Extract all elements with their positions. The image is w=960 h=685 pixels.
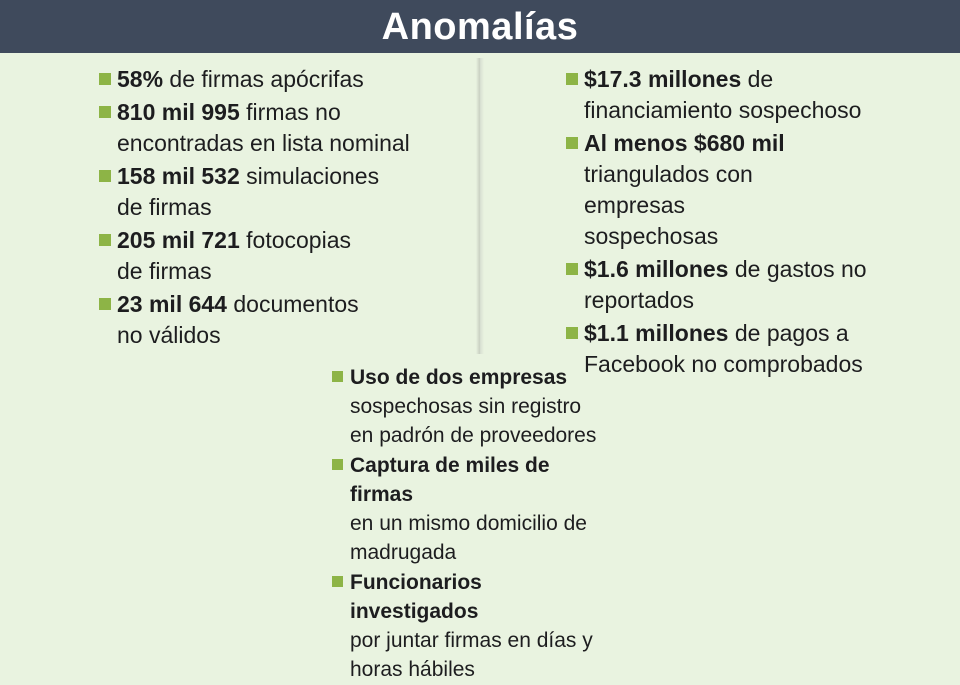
item-text-continued: por juntar firmas en días y horas hábiles bbox=[350, 629, 593, 681]
item-highlight: 23 mil 644 bbox=[117, 291, 227, 317]
bullet-square-icon bbox=[566, 137, 578, 149]
list-item bbox=[99, 97, 469, 159]
bullet-square-icon bbox=[99, 298, 111, 310]
list-item bbox=[332, 451, 732, 567]
column-divider bbox=[476, 58, 484, 354]
item-text-continued: financiamiento sospechoso bbox=[584, 97, 862, 123]
list-item bbox=[332, 363, 732, 450]
bullet-square-icon bbox=[566, 327, 578, 339]
item-highlight: $1.6 millones bbox=[584, 256, 729, 282]
item-text-continued: encontradas en lista nominal bbox=[117, 130, 410, 156]
list-item bbox=[99, 64, 469, 95]
list-item bbox=[99, 289, 469, 351]
header-bar bbox=[0, 0, 960, 53]
item-text: fotocopias bbox=[239, 227, 352, 253]
bottom-list bbox=[332, 363, 732, 685]
item-text: de firmas apócrifas bbox=[163, 66, 364, 92]
item-text: de pagos a bbox=[728, 320, 849, 346]
item-text-continued: triangulados con empresas sospechosas bbox=[584, 161, 753, 249]
item-text-continued: en un mismo domicilio de madrugada bbox=[350, 512, 587, 564]
list-item bbox=[566, 64, 958, 126]
right-list bbox=[566, 64, 958, 382]
item-text-continued: de firmas bbox=[117, 258, 212, 284]
item-text-continued: sospechosas sin registro en padrón de proveedores bbox=[350, 395, 597, 447]
item-highlight: Al menos $680 mil bbox=[584, 130, 785, 156]
bullet-square-icon bbox=[99, 106, 111, 118]
list-item bbox=[566, 128, 958, 252]
list-item bbox=[566, 254, 958, 316]
list-item bbox=[99, 161, 469, 223]
item-highlight: 810 mil 995 bbox=[117, 99, 240, 125]
item-highlight: 158 mil 532 bbox=[117, 163, 240, 189]
item-highlight: $1.1 millones bbox=[584, 320, 729, 346]
item-text: de bbox=[741, 66, 774, 92]
item-highlight: 205 mil 721 bbox=[117, 227, 240, 253]
item-text: firmas no bbox=[239, 99, 341, 125]
item-highlight: Funcionarios investigados bbox=[350, 571, 482, 623]
bullet-square-icon bbox=[566, 263, 578, 275]
bullet-square-icon bbox=[99, 170, 111, 182]
item-highlight: 58% bbox=[117, 66, 164, 92]
list-item bbox=[332, 568, 732, 684]
list-item bbox=[99, 225, 469, 287]
item-text-continued: no válidos bbox=[117, 322, 221, 348]
bullet-square-icon bbox=[332, 576, 343, 587]
item-text: documentos bbox=[226, 291, 359, 317]
item-text-continued: reportados bbox=[584, 287, 694, 313]
item-highlight: $17.3 millones bbox=[584, 66, 742, 92]
bullet-square-icon bbox=[99, 73, 111, 85]
item-text: simulaciones bbox=[239, 163, 380, 189]
bullet-square-icon bbox=[99, 234, 111, 246]
bullet-square-icon bbox=[566, 73, 578, 85]
item-text-continued: de firmas bbox=[117, 194, 212, 220]
item-text: de gastos no bbox=[728, 256, 867, 282]
item-highlight: Captura de miles de firmas bbox=[350, 454, 550, 506]
bullet-square-icon bbox=[332, 459, 343, 470]
item-highlight: Uso de dos empresas bbox=[350, 366, 568, 389]
item-text-continued: Facebook no comprobados bbox=[584, 351, 863, 377]
page-title: Anomalías bbox=[381, 5, 579, 48]
left-list bbox=[99, 64, 469, 353]
bullet-square-icon bbox=[332, 371, 343, 382]
